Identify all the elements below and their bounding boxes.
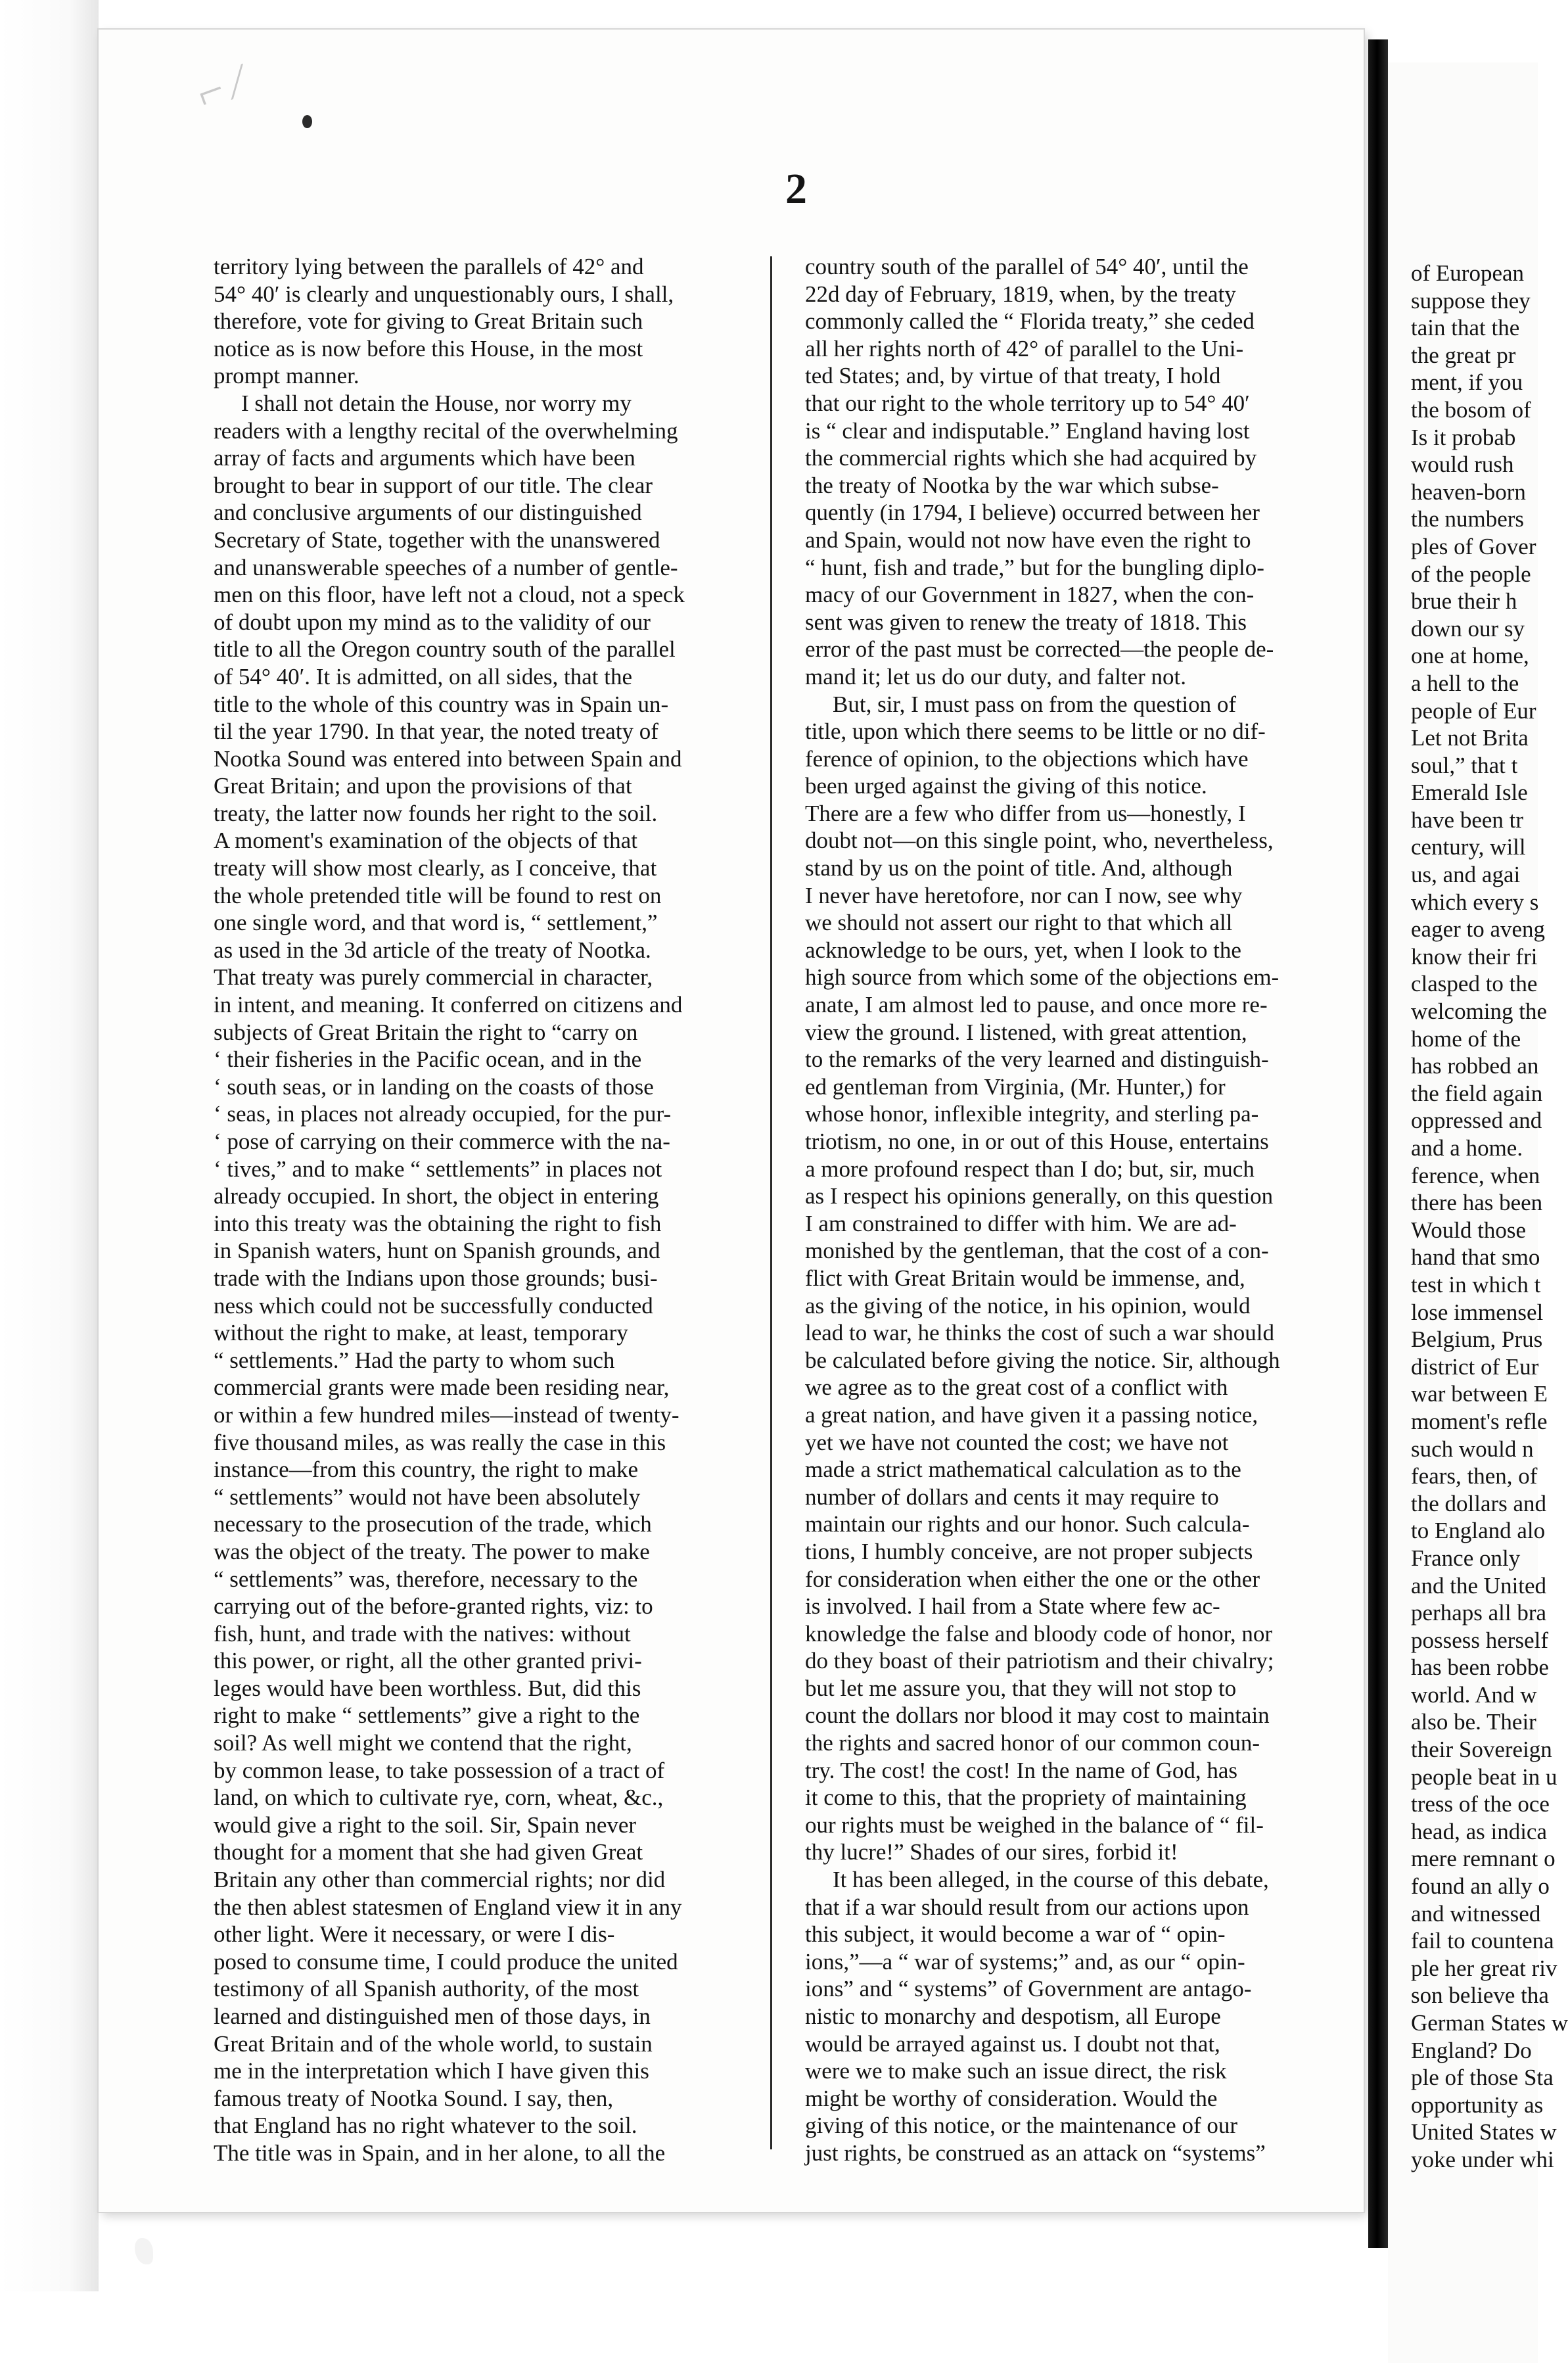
- text-line: ‘ seas, in places not already occupied, for the pur-: [214, 1101, 672, 1127]
- next-page-line: ples of Gover: [1411, 533, 1536, 559]
- text-line: whose honor, inflexible integrity, and sterling pa-: [805, 1101, 1259, 1127]
- next-page-line: ference, when: [1411, 1162, 1540, 1188]
- text-line: trade with the Indians upon those grounds; busi-: [214, 1265, 658, 1291]
- text-line: I never have heretofore, nor can I now, see why: [805, 882, 1243, 908]
- text-line: monished by the gentleman, that the cost of a con-: [805, 1238, 1269, 1264]
- text-line: quently (in 1794, I believe) occurred between her: [805, 500, 1260, 526]
- text-line: of 54° 40′. It is admitted, on all sides, that the: [214, 663, 632, 690]
- text-line: giving of this notice, or the maintenance of our: [805, 2113, 1238, 2139]
- text-line: ed gentleman from Virginia, (Mr. Hunter,) for: [805, 1073, 1226, 1100]
- text-line: men on this floor, have left not a cloud, not a speck: [214, 582, 685, 608]
- text-line: is involved. I hail from a State where few ac-: [805, 1593, 1220, 1620]
- text-line: five thousand miles, as was really the case in this: [214, 1429, 666, 1455]
- next-page-line: has been robbe: [1411, 1654, 1549, 1681]
- text-line: ness which could not be successfully conducted: [214, 1292, 653, 1319]
- text-line: and conclusive arguments of our distinguished: [214, 500, 642, 526]
- text-line: the commercial rights which she had acquired by: [805, 445, 1257, 471]
- text-line: as the giving of the notice, in his opinion, would: [805, 1292, 1251, 1319]
- next-page-line: district of Eur: [1411, 1353, 1539, 1380]
- next-page-line: which every s: [1411, 889, 1539, 915]
- text-line: and unanswerable speeches of a number of gentle-: [214, 554, 678, 580]
- next-page-line: eager to aveng: [1411, 916, 1546, 943]
- next-page-line: England? Do: [1411, 2037, 1532, 2063]
- next-page-line: of the people: [1411, 561, 1531, 587]
- text-line: carrying out of the before-granted rights, viz: to: [214, 1593, 653, 1620]
- text-line: anate, I am almost led to pause, and once more re-: [805, 992, 1268, 1018]
- text-line: tions, I humbly conceive, are not proper subjects: [805, 1538, 1253, 1564]
- text-line: I am constrained to differ with him. We are ad-: [805, 1210, 1237, 1236]
- next-page-line: the bosom of: [1411, 396, 1531, 423]
- next-page-line: possess herself: [1411, 1627, 1548, 1653]
- text-line: But, sir, I must pass on from the question of: [833, 691, 1236, 717]
- page-number: 2: [785, 165, 807, 213]
- next-page-line: century, will: [1411, 834, 1526, 860]
- next-page-line: heaven-born: [1411, 479, 1526, 505]
- next-page-line: there has been: [1411, 1190, 1543, 1216]
- text-line: as used in the 3d article of the treaty of Nootka.: [214, 937, 651, 963]
- text-line: It has been alleged, in the course of this debate,: [833, 1867, 1269, 1893]
- column-divider: [770, 256, 772, 2149]
- text-line: ‘ tives,” and to make “ settlements” in places not: [214, 1156, 662, 1182]
- text-line: do they boast of their patriotism and their chivalry;: [805, 1648, 1274, 1674]
- text-line: all her rights north of 42° of parallel to the Uni-: [805, 335, 1244, 362]
- text-line: that our right to the whole territory up to 54° 40′: [805, 390, 1250, 416]
- next-page-line: suppose they: [1411, 287, 1531, 314]
- text-line: land, on which to cultivate rye, corn, wheat, &c.,: [214, 1785, 664, 1811]
- text-line: treaty will show most clearly, as I conceive, that: [214, 855, 657, 881]
- text-line: by common lease, to take possession of a tract of: [214, 1757, 665, 1783]
- next-page-line: the dollars and: [1411, 1490, 1547, 1516]
- text-line: we should not assert our right to that which all: [805, 910, 1233, 936]
- text-line: high source from which some of the objections em-: [805, 964, 1280, 991]
- text-line: 54° 40′ is clearly and unquestionably ours, I shall,: [214, 281, 674, 307]
- text-line: posed to consume time, I could produce the united: [214, 1948, 678, 1975]
- text-line: instance—from this country, the right to make: [214, 1457, 639, 1483]
- next-page-line: head, as indica: [1411, 1818, 1547, 1844]
- text-line: brought to bear in support of our title. The clear: [214, 472, 653, 498]
- next-page-line: hand that smo: [1411, 1244, 1540, 1271]
- next-page-line: German States w: [1411, 2010, 1568, 2036]
- text-line: flict with Great Britain would be immense, and,: [805, 1265, 1245, 1291]
- text-line: mand it; let us do our duty, and falter not.: [805, 663, 1186, 690]
- next-page-line: fail to countena: [1411, 1928, 1554, 1954]
- next-page-line: mere remnant o: [1411, 1846, 1556, 1872]
- text-line: number of dollars and cents it may require to: [805, 1484, 1219, 1510]
- next-page-line: ple of those Sta: [1411, 2065, 1554, 2091]
- text-line: already occupied. In short, the object in entering: [214, 1183, 659, 1209]
- text-line: readers with a lengthy recital of the overwhelming: [214, 417, 678, 444]
- next-page-line: the numbers: [1411, 506, 1525, 532]
- text-line: this power, or right, all the other granted privi-: [214, 1648, 642, 1674]
- right-text-column: [805, 253, 1321, 2167]
- text-line: stand by us on the point of title. And, although: [805, 855, 1233, 881]
- text-line: Great Britain and of the whole world, to sustain: [214, 2030, 653, 2057]
- next-page-line: such would n: [1411, 1436, 1534, 1462]
- text-line: count the dollars nor blood it may cost to maintain: [805, 1702, 1270, 1729]
- next-page-line: war between E: [1411, 1381, 1548, 1407]
- next-page-line: soul,” that t: [1411, 752, 1518, 778]
- text-line: view the ground. I listened, with great attention,: [805, 1019, 1247, 1045]
- text-line: were we to make such an issue direct, the risk: [805, 2058, 1227, 2084]
- text-line: a more profound respect than I do; but, sir, much: [805, 1156, 1255, 1182]
- next-page-line: son believe tha: [1411, 1982, 1549, 2009]
- text-line: the rights and sacred honor of our common coun-: [805, 1730, 1260, 1756]
- next-page-line: us, and agai: [1411, 862, 1521, 888]
- text-line: just rights, be construed as an attack on “systems”: [805, 2140, 1266, 2166]
- text-line: therefore, vote for giving to Great Britain such: [214, 308, 643, 335]
- next-page-line: the great pr: [1411, 342, 1516, 368]
- text-line: our rights must be weighed in the balance of “ fil-: [805, 1812, 1264, 1838]
- text-line: it come to this, that the propriety of maintaining: [805, 1785, 1247, 1811]
- text-line: The title was in Spain, and in her alone, to all the: [214, 2140, 666, 2166]
- next-page-line: has robbed an: [1411, 1053, 1539, 1079]
- next-page-line: tain that the: [1411, 315, 1520, 341]
- text-line: would be arrayed against us. I doubt not that,: [805, 2030, 1220, 2057]
- text-line: lead to war, he thinks the cost of such a war should: [805, 1320, 1274, 1346]
- next-page-line: to England alo: [1411, 1518, 1546, 1544]
- text-line: into this treaty was the obtaining the right to fish: [214, 1210, 662, 1236]
- next-page-line: and witnessed: [1411, 1900, 1541, 1927]
- text-line: thought for a moment that she had given Great: [214, 1839, 643, 1865]
- text-line: maintain our rights and our honor. Such calcula-: [805, 1511, 1250, 1537]
- text-line: other light. Were it necessary, or were I dis-: [214, 1921, 615, 1948]
- next-page-line: test in which t: [1411, 1271, 1541, 1298]
- next-page-line: Is it probab: [1411, 424, 1516, 450]
- text-line: without the right to make, at least, temporary: [214, 1320, 628, 1346]
- text-line: try. The cost! the cost! In the name of God, has: [805, 1757, 1238, 1783]
- text-line: title to all the Oregon country south of the parallel: [214, 636, 676, 663]
- text-line: “ hunt, fish and trade,” but for the bungling diplo-: [805, 554, 1264, 580]
- text-line: this subject, it would become a war of “ opin-: [805, 1921, 1226, 1948]
- text-line: is “ clear and indisputable.” England having lost: [805, 417, 1250, 444]
- text-line: in Spanish waters, hunt on Spanish grounds, and: [214, 1238, 660, 1264]
- next-page-line: tress of the oce: [1411, 1791, 1550, 1817]
- text-line: ions” and “ systems” of Government are antago-: [805, 1976, 1252, 2002]
- adjacent-page-fragment: [1388, 62, 1568, 2363]
- text-line: sent was given to renew the treaty of 1818. This: [805, 609, 1247, 635]
- next-page-line: found an ally o: [1411, 1873, 1550, 1900]
- text-line: that England has no right whatever to the soil.: [214, 2113, 637, 2139]
- text-line: knowledge the false and bloody code of honor, nor: [805, 1620, 1273, 1647]
- text-line: territory lying between the parallels of 42° and: [214, 254, 644, 279]
- text-line: leges would have been worthless. But, did this: [214, 1675, 641, 1701]
- next-page-line: opportunity as: [1411, 2092, 1544, 2118]
- text-line: til the year 1790. In that year, the noted treaty of: [214, 718, 658, 745]
- text-line: title, upon which there seems to be little or no dif-: [805, 718, 1266, 745]
- text-line: treaty, the latter now founds her right to the soil.: [214, 800, 658, 826]
- next-page-line: would rush: [1411, 452, 1514, 478]
- next-page-line: Let not Brita: [1411, 725, 1529, 751]
- text-line: commercial grants were made been residing near,: [214, 1374, 670, 1401]
- text-line: prompt manner.: [214, 363, 359, 389]
- book-spine-gutter: [1368, 39, 1388, 2248]
- text-line: commonly called the “ Florida treaty,” she ceded: [805, 308, 1255, 335]
- next-page-line: Would those: [1411, 1217, 1527, 1243]
- next-page-line: Emerald Isle: [1411, 780, 1528, 806]
- text-line: triotism, no one, in or out of this House, entertains: [805, 1129, 1269, 1154]
- text-line: of doubt upon my mind as to the validity of our: [214, 609, 651, 635]
- text-line: There are a few who differ from us—honestly, I: [805, 800, 1246, 826]
- ink-dot: [302, 115, 312, 128]
- text-line: necessary to the prosecution of the trade, which: [214, 1511, 652, 1537]
- next-page-line: welcoming the: [1411, 998, 1548, 1025]
- text-line: error of the past must be corrected—the people de-: [805, 636, 1274, 663]
- text-line: “ settlements” would not have been absolutely: [214, 1484, 641, 1510]
- text-line: Nootka Sound was entered into between Spain and: [214, 745, 682, 772]
- text-line: acknowledge to be ours, yet, when I look to the: [805, 937, 1241, 963]
- text-line: but let me assure you, that they will not stop to: [805, 1675, 1237, 1701]
- text-line: me in the interpretation which I have given this: [214, 2058, 649, 2084]
- next-page-line: France only: [1411, 1545, 1521, 1571]
- text-line: be calculated before giving the notice. Sir, although: [805, 1347, 1280, 1373]
- text-line: “ settlements.” Had the party to whom such: [214, 1347, 615, 1373]
- text-line: one single word, and that word is, “ settlement,”: [214, 910, 658, 936]
- text-line: Great Britain; and upon the provisions of that: [214, 773, 632, 799]
- next-page-line: have been tr: [1411, 807, 1524, 833]
- text-line: a great nation, and have given it a passing notice,: [805, 1401, 1258, 1428]
- text-line: ‘ south seas, or in landing on the coasts of those: [214, 1073, 654, 1100]
- text-line: country south of the parallel of 54° 40′, until the: [805, 254, 1249, 279]
- text-line: array of facts and arguments which have been: [214, 445, 635, 471]
- paper-blemish: [135, 2238, 153, 2264]
- next-page-line: ment, if you: [1411, 369, 1523, 396]
- next-page-line: lose immensel: [1411, 1299, 1544, 1325]
- next-page-line: world. And w: [1411, 1681, 1537, 1708]
- next-page-line: home of the: [1411, 1025, 1521, 1052]
- text-line: “ settlements” was, therefore, necessary to the: [214, 1566, 638, 1592]
- text-line: we agree as to the great cost of a conflict with: [805, 1374, 1228, 1401]
- text-line: that if a war should result from our actions upon: [805, 1894, 1249, 1920]
- next-page-line: people of Eur: [1411, 697, 1536, 724]
- next-page-line: down our sy: [1411, 615, 1525, 642]
- text-line: Secretary of State, together with the unanswered: [214, 526, 660, 553]
- text-line: for consideration when either the one or the other: [805, 1566, 1260, 1592]
- text-line: Britain any other than commercial rights; nor did: [214, 1867, 666, 1893]
- text-line: testimony of all Spanish authority, of the most: [214, 1976, 639, 2002]
- text-line: yet we have not counted the cost; we have not: [805, 1429, 1229, 1455]
- text-line: and Spain, would not now have even the right to: [805, 526, 1251, 553]
- next-page-line: people beat in u: [1411, 1764, 1557, 1790]
- text-line: made a strict mathematical calculation as to the: [805, 1457, 1241, 1483]
- text-line: 22d day of February, 1819, when, by the treaty: [805, 281, 1236, 307]
- next-page-line: their Sovereign: [1411, 1737, 1552, 1763]
- next-page-line: clasped to the: [1411, 971, 1538, 997]
- text-line: to the remarks of the very learned and distinguish-: [805, 1046, 1269, 1073]
- next-page-line: also be. Their: [1411, 1709, 1536, 1735]
- ink-stain-mark: ⌐ ⁄: [189, 57, 250, 120]
- text-line: would give a right to the soil. Sir, Spain never: [214, 1812, 637, 1838]
- text-line: was the object of the treaty. The power to make: [214, 1538, 650, 1564]
- text-line: right to make “ settlements” give a right to the: [214, 1702, 640, 1729]
- next-page-line: one at home,: [1411, 643, 1529, 669]
- text-line: title to the whole of this country was in Spain un-: [214, 691, 669, 717]
- text-line: soil? As well might we contend that the right,: [214, 1730, 632, 1756]
- text-line: subjects of Great Britain the right to “carry on: [214, 1019, 638, 1045]
- left-text-column: [214, 253, 766, 2167]
- next-page-line: yoke under whi: [1411, 2146, 1554, 2172]
- text-line: been urged against the giving of this notice.: [805, 773, 1207, 799]
- next-page-line: of European: [1411, 260, 1525, 286]
- text-line: the whole pretended title will be found to rest on: [214, 882, 662, 908]
- text-line: ‘ their fisheries in the Pacific ocean, and in the: [214, 1046, 642, 1073]
- next-page-line: perhaps all bra: [1411, 1600, 1547, 1626]
- next-page-line: the field again: [1411, 1080, 1543, 1106]
- next-page-line: and a home.: [1411, 1135, 1523, 1161]
- text-line: might be worthy of consideration. Would the: [805, 2085, 1218, 2111]
- text-line: A moment's examination of the objects of that: [214, 828, 637, 854]
- text-line: or within a few hundred miles—instead of twenty-: [214, 1401, 680, 1428]
- text-line: ions,”—a “ war of systems;” and, as our “ opin-: [805, 1948, 1245, 1975]
- text-line: I shall not detain the House, nor worry my: [241, 390, 632, 416]
- text-line: notice as is now before this House, in the most: [214, 335, 643, 362]
- text-line: macy of our Government in 1827, when the con-: [805, 582, 1255, 608]
- text-line: famous treaty of Nootka Sound. I say, then,: [214, 2085, 614, 2111]
- scan-margin: [0, 0, 99, 2291]
- text-line: fish, hunt, and trade with the natives: without: [214, 1620, 631, 1647]
- next-page-line: a hell to the: [1411, 670, 1519, 696]
- text-line: as I respect his opinions generally, on this question: [805, 1183, 1274, 1209]
- next-page-line: Belgium, Prus: [1411, 1326, 1543, 1353]
- text-line: the then ablest statesmen of England view it in any: [214, 1894, 682, 1920]
- text-line: doubt not—on this single point, who, nevertheless,: [805, 828, 1274, 854]
- text-line: ‘ pose of carrying on their commerce with the na-: [214, 1129, 670, 1154]
- text-line: ference of opinion, to the objections which have: [805, 745, 1249, 772]
- next-page-line: oppressed and: [1411, 1108, 1542, 1134]
- text-line: learned and distinguished men of those days, in: [214, 2003, 651, 2029]
- next-page-line: moment's refle: [1411, 1408, 1548, 1434]
- next-page-line: ple her great riv: [1411, 1955, 1557, 1981]
- text-line: ted States; and, by virtue of that treaty, I hold: [805, 363, 1221, 389]
- next-page-line: know their fri: [1411, 943, 1538, 970]
- next-page-line: United States w: [1411, 2119, 1557, 2145]
- next-page-line: fears, then, of: [1411, 1463, 1538, 1489]
- next-page-line: brue their h: [1411, 588, 1517, 615]
- text-line: nistic to monarchy and despotism, all Europe: [805, 2003, 1221, 2029]
- text-line: thy lucre!” Shades of our sires, forbid it!: [805, 1839, 1178, 1865]
- next-page-line: and the United: [1411, 1572, 1547, 1599]
- text-line: That treaty was purely commercial in character,: [214, 964, 653, 991]
- text-line: in intent, and meaning. It conferred on citizens and: [214, 992, 683, 1018]
- text-line: the treaty of Nootka by the war which subse-: [805, 472, 1219, 498]
